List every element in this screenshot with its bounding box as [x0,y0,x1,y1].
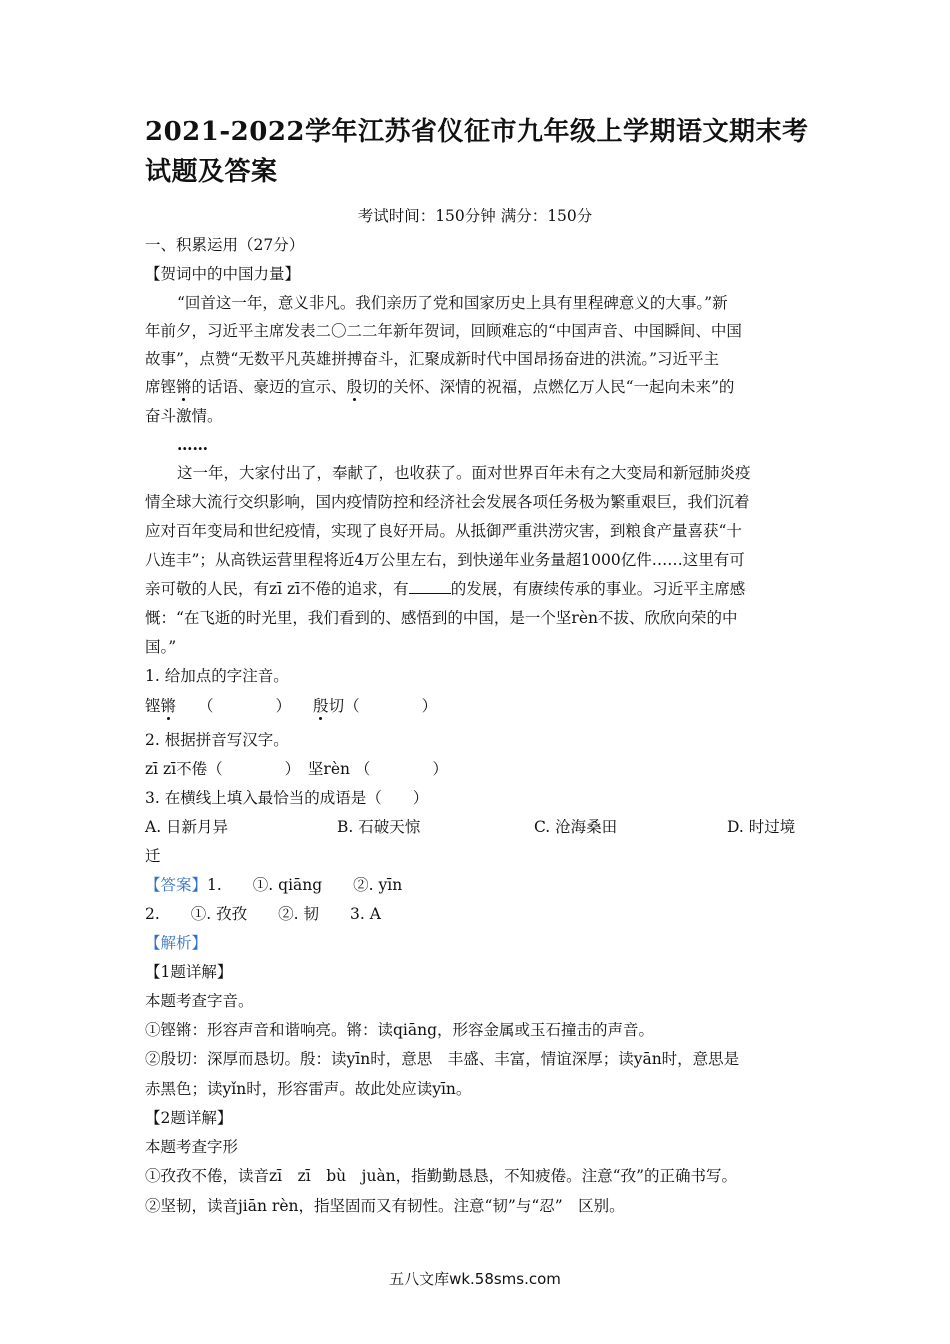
answer-line: 2. ①. 孜孜 ②. 韧 3. A [145,905,381,923]
dotted-char: 殷 [313,697,329,715]
paragraph-line: 亲可敬的人民，有zī zī不倦的追求，有 的发展，有赓续传承的事业。习近平主席感 [145,580,746,598]
question-3: 3. 在横线上填入最恰当的成语是（ ） [145,789,429,807]
paragraph-line: 慨：“在飞逝的时光里，我们看到的、感悟到的中国，是一个坚rèn不拔、欣欣向荣的中 [145,609,738,627]
paragraph-line: 应对百年变局和世纪疫情，实现了良好开局。从抵御严重洪涝灾害，到粮食产量喜获“十 [145,522,742,540]
question-1: 1. 给加点的字注音。 [145,667,289,685]
paragraph-line: 席铿锵的话语、豪迈的宣示、殷切的关怀、深情的祝福，点燃亿万人民“一起向未来”的 [145,378,735,396]
detail-text: ①铿锵：形容声音和谐响亮。锵：读qiāng，形容金属或玉石撞击的声音。 [145,1021,655,1039]
paragraph-line: 八连丰”；从高铁运营里程将近4万公里左右，到快递年业务量超1000亿件……这里有可 [145,551,745,569]
paragraph-line: 奋斗激情。 [145,407,223,425]
paragraph-line: 这一年，大家付出了，奉献了，也收获了。面对世界百年未有之大变局和新冠肺炎疫 [177,464,751,482]
paragraph-line: 故事”，点赞“无数平凡英雄拼搏奋斗，汇聚成新时代中国昂扬奋进的洪流。”习近平主 [145,350,720,368]
fill-blank [409,579,451,594]
exam-info: 考试时间：150分钟 满分：150分 [357,207,593,225]
detail-text: 赤黑色；读yǐn时，形容雷声。故此处应读yīn。 [145,1080,472,1098]
paragraph-line: 国。” [145,638,177,656]
option-d-wrap: 迁 [145,847,161,865]
option-c: C. 沧海桑田 [534,818,618,836]
question-1-items: 铿锵 （ ） 殷切（ ） [145,697,438,715]
dotted-char: 锵 [176,378,192,396]
question-3-options [145,816,795,838]
dotted-char: 殷 [346,378,363,396]
paragraph-line: 情全球大流行交织影响，国内疫情防控和经济社会发展各项任务极为繁重艰巨，我们沉着 [145,493,750,511]
document-title: 2021-2022学年江苏省仪征市九年级上学期语文期末考试题及答案 [145,117,809,187]
footer-watermark: 五八文库wk.58sms.com [389,1270,561,1288]
detail-text: 本题考查字形 [145,1138,239,1156]
option-a: A. 日新月异 [145,818,229,836]
detail-text: ②坚韧，读音jiān rèn，指坚固而又有韧性。注意“韧”与“忍” 区别。 [145,1197,625,1215]
option-d: D. 时过境 [727,818,796,836]
section-heading: 一、积累运用（27分） [145,236,305,254]
answer-line: 【答案】1. ①. qiāng ②. yīn [145,876,403,894]
paragraph-line: 年前夕，习近平主席发表二〇二二年新年贺词，回顾难忘的“中国声音、中国瞬间、中国 [145,322,742,340]
passage-heading: 【贺词中的中国力量】 [145,265,301,283]
detail-heading: 【2题详解】 [145,1109,233,1127]
question-2: 2. 根据拼音写汉字。 [145,731,289,749]
question-2-items: zī zī不倦（ ） 坚rèn （ ） [145,760,448,778]
detail-text: 本题考查字音。 [145,992,254,1010]
analysis-tag: 【解析】 [145,934,208,952]
detail-text: ①孜孜不倦，读音zī zī bù juàn，指勤勤恳恳，不知疲倦。注意“孜”的正确书写。 [145,1167,738,1185]
option-b: B. 石破天惊 [337,818,421,836]
paragraph-line: “回首这一年，意义非凡。我们亲历了党和国家历史上具有里程碑意义的大事。”新 [177,294,728,312]
dotted-char: 锵 [160,697,177,715]
detail-heading: 【1题详解】 [145,963,233,981]
answer-tag: 【答案】 [145,876,208,894]
ellipsis: …… [177,435,208,454]
detail-text: ②殷切：深厚而恳切。殷：读yīn时，意思 丰盛、丰富，情谊深厚；读yān时，意思是 [145,1050,740,1068]
